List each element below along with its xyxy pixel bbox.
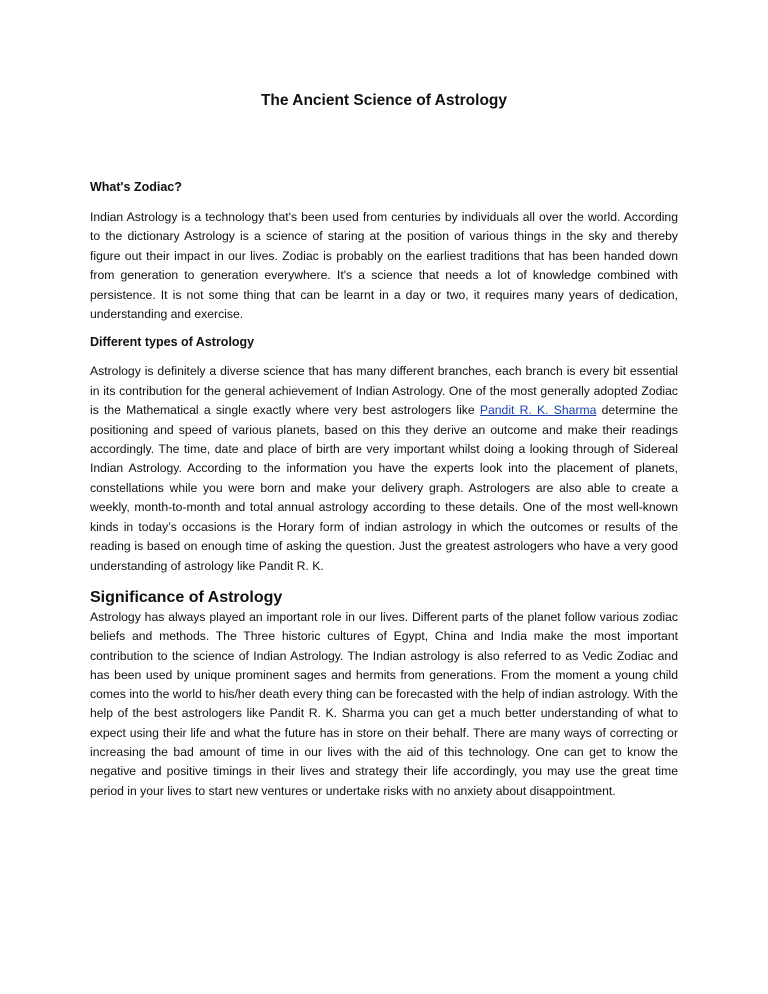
- section-zodiac: [90, 178, 678, 324]
- paragraph-types: [90, 362, 678, 575]
- paragraph-zodiac: Indian Astrology is a technology that's been used from centuries by individuals all over the world. According to the dictionary Astrology is a science of staring at the position of various things in the sky and thereby figure out their impact in our lives. Zodiac is probably on the earliest traditions that has been handed down from generation to generation everywhere. It's a science that needs a lot of knowledge combined with persistence. It is not some thing that can be learnt in a day or two, it requires many years of dedication, understanding and exercise.: [90, 210, 678, 322]
- paragraph-types-text-before-link: Astrology is definitely a diverse science that has many different branches, each branch is every bit essential in its contribution for the general achievement of Indian Astrology. One of the most generally adopted Zodiac is the Mathematical a single exactly where very best astrologers like: [90, 364, 678, 418]
- section-heading-zodiac: What's Zodiac?: [90, 180, 182, 194]
- section-types: [90, 333, 678, 575]
- pandit-sharma-link[interactable]: Pandit R. K. Sharma: [479, 403, 597, 418]
- section-heading-significance: Significance of Astrology: [90, 588, 283, 606]
- document-body: [90, 178, 678, 801]
- paragraph-significance: Astrology has always played an important role in our lives. Different parts of the planet follow various zodiac beliefs and methods. The Three historic cultures of Egypt, China and India make the most important contribution to the science of Indian Astrology. The Indian astrology is also referred to as Vedic Zodiac and has been used by unique prominent sages and hermits from generations. From the moment a young child comes into the world to his/her death every thing can be forecasted with the help of indian astrology. With the help of the best astrologers like Pandit R. K. Sharma you can get a much better understanding of what to expect using their life and what the future has in store on their behalf. There are many ways of correcting or increasing the bad amount of time in our lives with the aid of this technology. One can get to know the negative and positive timings in their lives and strategy their life accordingly, you may use the great time period in your lives to start new ventures or undertake risks with no anxiety about disappointment.: [90, 609, 678, 798]
- paragraph-types-text-after-link: determine the positioning and speed of various planets, based on this they derive an outcome and make their readings accordingly. The time, date and place of birth are very important whilst doing a looking through of Sidereal Indian Astrology. According to the information you have the experts look into the placement of planets, constellations while you were born and make your delivery graph. Astrologers are also able to create a weekly, month-to-month and total annual astrology according to these details. One of the most well-known kinds in today’s occasions is the Horary form of indian astrology in which the outcomes or results of the reading is based on enough time of asking the question. Just the greatest astrologers who have a very good understanding of astrology like Pandit R. K.: [90, 403, 678, 573]
- document-title: The Ancient Science of Astrology: [260, 92, 508, 109]
- section-significance: [90, 588, 678, 801]
- section-heading-types: Different types of Astrology: [90, 335, 255, 350]
